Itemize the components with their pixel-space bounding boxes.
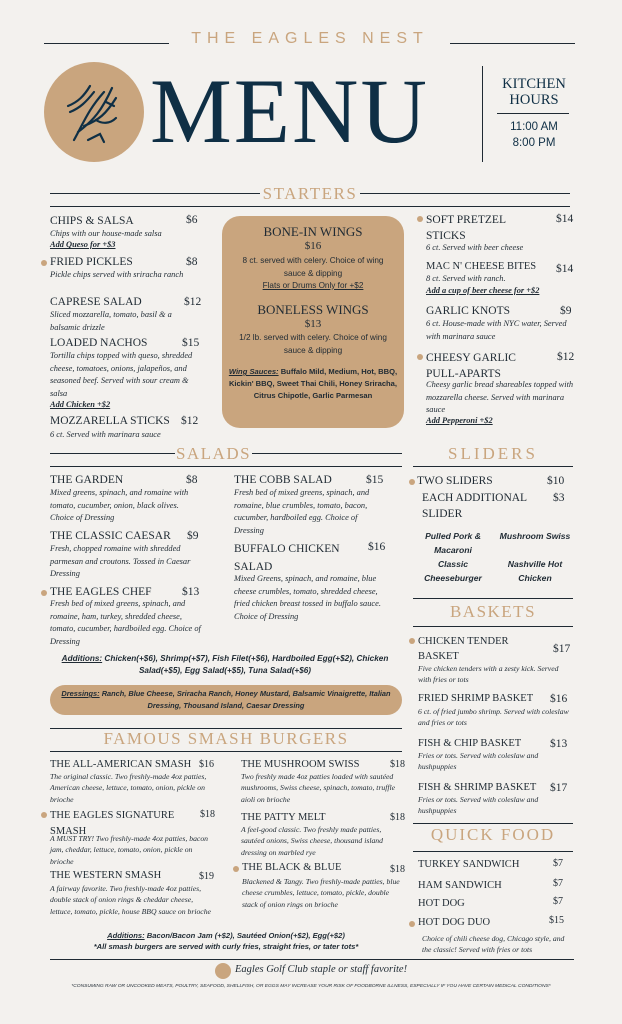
shrimp-desc: 6 ct. of fried jumbo shrimp. Served with coleslaw and fries or tots bbox=[418, 707, 569, 728]
slider-type-3: Classic Cheeseburger bbox=[424, 559, 482, 583]
legend-text: Eagles Golf Club staple or staff favorite! bbox=[235, 964, 408, 975]
fish-name: FISH & CHIP BASKET bbox=[418, 738, 522, 749]
favorite-dot-icon bbox=[233, 866, 239, 872]
turkey-name: TURKEY SANDWICH bbox=[418, 859, 520, 870]
favorite-dot-icon bbox=[41, 260, 47, 266]
slider-type-1: Pulled Pork & Macaroni bbox=[425, 531, 481, 555]
burger-additions-label: Additions: bbox=[107, 931, 145, 940]
turkey-price: $7 bbox=[553, 858, 563, 869]
eagle-icon bbox=[44, 62, 144, 162]
nachos-addon: Add Chicken +$2 bbox=[50, 400, 111, 409]
patty-desc: A feel-good classic. Two freshly made patties, sautéed onions, Swiss cheese, thousand island dressing on marbled rye bbox=[241, 825, 383, 857]
chef-price: $13 bbox=[182, 586, 200, 598]
dressings bbox=[56, 688, 396, 712]
caprese-price: $12 bbox=[184, 296, 202, 308]
allamerican-name: THE ALL-AMERICAN SMASH bbox=[50, 759, 192, 770]
mac-desc: 8 ct. Served with ranch. bbox=[426, 274, 506, 283]
blackblue-name: THE BLACK & BLUE bbox=[242, 862, 342, 873]
shrimp-price: $16 bbox=[550, 693, 568, 705]
mac-addon: Add a cup of beer cheese for +$2 bbox=[426, 286, 540, 295]
favorite-dot-icon bbox=[409, 638, 415, 644]
signature-desc: A MUST TRY! Two freshly-made 4oz patties, bacon jam, cheddar, lettuce, tomato, onion, pickle on brioche bbox=[50, 834, 209, 866]
western-price: $19 bbox=[199, 871, 214, 882]
mushroom-desc: Two freshly made 4oz patties loaded with sautéed mushrooms, Swiss cheese, spinach, tomato, truffle aioli on brioche bbox=[241, 772, 396, 804]
hotdog-name: HOT DOG bbox=[418, 898, 465, 909]
pickles-desc: Pickle chips served with sriracha ranch bbox=[50, 270, 184, 279]
burgers-heading: FAMOUS SMASH BURGERS bbox=[103, 729, 349, 748]
two-sliders-price: $10 bbox=[547, 475, 565, 487]
chef-desc: Fresh bed of mixed greens, spinach, and romaine, ham, turkey, shredded cheese, tomato, cucumber, hardboiled egg. Choice of Dressing bbox=[50, 599, 201, 646]
mushroom-price: $18 bbox=[390, 759, 405, 770]
blackblue-desc: Blackened & Tangy. Two freshly-made patties, blue cheese crumbles, lettuce, tomato, pickle, double stack of onion rings on brioche bbox=[242, 877, 400, 909]
chips-desc: Chips with our house-made salsa bbox=[50, 229, 162, 238]
restaurant-name: THE EAGLES NEST bbox=[191, 30, 429, 47]
duo-name: HOT DOG DUO bbox=[418, 917, 491, 928]
mushroom-name: THE MUSHROOM SWISS bbox=[241, 759, 360, 770]
salad-additions-label: Additions: bbox=[61, 654, 103, 663]
favorite-dot-icon bbox=[417, 216, 423, 222]
duo-price: $15 bbox=[549, 915, 564, 926]
favorite-dot-icon bbox=[409, 479, 415, 485]
wing-sauces-label: Wing Sauces: bbox=[228, 367, 279, 376]
allamerican-price: $16 bbox=[199, 759, 214, 770]
caesar-price: $9 bbox=[187, 530, 199, 542]
nachos-name: LOADED NACHOS bbox=[50, 337, 148, 349]
salad-additions-list: Chicken(+$6), Shrimp(+$7), Fish Filet(+$6), Hardboiled Egg(+$2), Chicken Salad(+$5), Egg Salad(+$5), Tuna Salad(+$6) bbox=[104, 654, 389, 675]
chips-price: $6 bbox=[186, 214, 198, 226]
disclaimer: *CONSUMING RAW OR UNCOOKED MEATS, POULTRY, SEAFOOD, SHELLFISH, OR EGGS MAY INCREASE YOUR RISK OF FOODBORNE ILLNESS, ESPECIALLY IF YOU HAVE CERTAIN MEDICAL CONDITIONS* bbox=[71, 984, 551, 989]
wing-sauces-list: Buffalo Mild, Medium, Hot, BBQ, Kickin' BBQ, Sweet Thai Chili, Honey Sriracha, Citrus Chipotle, Garlic Parmesan bbox=[228, 367, 398, 400]
patty-name: THE PATTY MELT bbox=[241, 812, 326, 823]
hours-close: 8:00 PM bbox=[512, 137, 556, 149]
each-slider-price: $3 bbox=[553, 492, 565, 504]
hotdog-price: $7 bbox=[553, 896, 563, 907]
signature-price: $18 bbox=[200, 809, 215, 820]
favorite-dot-icon bbox=[417, 354, 423, 360]
boneless-price: $13 bbox=[304, 318, 322, 330]
pullapart-desc: Cheesy garlic bread shareables topped with mozzarella cheese. Served with marinara sauce bbox=[426, 380, 574, 415]
mac-name: MAC N' CHEESE BITES bbox=[426, 261, 537, 272]
hours-label: KITCHEN HOURS bbox=[502, 76, 566, 108]
allamerican-desc: The original classic. Two freshly-made 4oz patties, American cheese, lettuce, tomato, onion, pickle on brioche bbox=[50, 772, 207, 804]
cobb-desc: Fresh bed of mixed greens, spinach, and romaine, blue crumbles, tomato, bacon, cucumber, hardboiled egg. Choice of Dressing bbox=[234, 488, 370, 535]
salads-heading: SALADS bbox=[175, 444, 252, 463]
dressings-list: Ranch, Blue Cheese, Sriracha Ranch, Honey Mustard, Balsamic Vinaigrette, Italian Dressing, Thousand Island, Caesar Dressing bbox=[101, 689, 391, 710]
chips-addon: Add Queso for +$3 bbox=[50, 240, 116, 249]
wings-price: $16 bbox=[304, 240, 322, 252]
fishshrimp-name: FISH & SHRIMP BASKET bbox=[418, 782, 537, 793]
dressings-label: Dressings: bbox=[61, 689, 100, 698]
pickles-name: FRIED PICKLES bbox=[50, 256, 133, 268]
starters-heading: STARTERS bbox=[262, 184, 358, 203]
cobb-name: THE COBB SALAD bbox=[234, 474, 332, 486]
fishshrimp-desc: Fries or tots. Served with coleslaw and hushpuppies bbox=[418, 795, 539, 816]
wings-name: BONE-IN WINGS bbox=[263, 224, 363, 239]
knots-name: GARLIC KNOTS bbox=[426, 305, 511, 317]
nachos-desc: Tortilla chips topped with queso, shredded cheese, tomatoes, onions, jalapeños, and seasoned beef. Served with sour cream & salsa bbox=[50, 351, 193, 398]
sliders-heading: SLIDERS bbox=[448, 444, 538, 463]
western-name: THE WESTERN SMASH bbox=[50, 870, 162, 881]
western-desc: A fairway favorite. Two freshly-made 4oz patties, double stack of onion rings & cheddar cheese, lettuce, tomato, pickle, house BBQ sauce on brioche bbox=[50, 884, 211, 916]
shrimp-name: FRIED SHRIMP BASKET bbox=[418, 693, 534, 704]
knots-desc: 6 ct. House-made with NYC water, Served with marinara sauce bbox=[426, 319, 567, 341]
slider-type-2: Mushroom Swiss bbox=[499, 531, 571, 541]
menu-title: MENU bbox=[150, 60, 429, 162]
garden-desc: Mixed greens, spinach, and romaine with tomato, cucumber, onion, black olives. Choice of Dressing bbox=[50, 488, 189, 523]
buffalo-price: $16 bbox=[368, 541, 386, 553]
pretzel-name: SOFT PRETZEL STICKS bbox=[426, 214, 506, 242]
fish-desc: Fries or tots. Served with coleslaw and hushpuppies bbox=[418, 751, 539, 772]
quick-heading: QUICK FOOD bbox=[430, 825, 556, 844]
burger-additions-list: Bacon/Bacon Jam (+$2), Sautéed Onion(+$2), Egg(+$2) bbox=[146, 931, 345, 940]
baskets-heading: BASKETS bbox=[449, 602, 537, 621]
mozz-desc: 6 ct. Served with marinara sauce bbox=[50, 430, 161, 439]
favorite-dot-icon bbox=[41, 590, 47, 596]
caesar-name: THE CLASSIC CAESAR bbox=[50, 530, 171, 542]
pretzel-price: $14 bbox=[556, 213, 574, 225]
wings-addon: Flats or Drums Only for +$2 bbox=[262, 281, 364, 290]
caesar-desc: Fresh, chopped romaine with shredded parmesan and croutons. Tossed in Caesar Dressing bbox=[50, 544, 191, 579]
burger-additions bbox=[50, 930, 402, 952]
patty-price: $18 bbox=[390, 812, 405, 823]
hours-open: 11:00 AM bbox=[510, 121, 558, 133]
buffalo-name: BUFFALO CHICKEN SALAD bbox=[234, 543, 340, 573]
each-slider-name: EACH ADDITIONAL SLIDER bbox=[422, 492, 527, 520]
pickles-price: $8 bbox=[186, 256, 198, 268]
chef-name: THE EAGLES CHEF bbox=[50, 586, 152, 598]
blackblue-price: $18 bbox=[390, 864, 405, 875]
eagle-logo bbox=[44, 62, 144, 162]
boneless-name: BONELESS WINGS bbox=[257, 302, 369, 317]
pretzel-desc: 6 ct. Served with beer cheese bbox=[426, 243, 524, 252]
tender-price: $17 bbox=[553, 643, 571, 655]
mozz-name: MOZZARELLA STICKS bbox=[50, 415, 170, 427]
tender-name: CHICKEN TENDER BASKET bbox=[418, 636, 509, 662]
ham-name: HAM SANDWICH bbox=[418, 880, 502, 891]
duo-desc: Choice of chili cheese dog, Chicago style, and the classic! Served with fries or tots bbox=[422, 934, 565, 955]
pullapart-price: $12 bbox=[557, 351, 575, 363]
nachos-price: $15 bbox=[182, 337, 200, 349]
favorite-dot-icon bbox=[41, 812, 47, 818]
pullapart-addon: Add Pepperoni +$2 bbox=[426, 416, 493, 425]
mac-price: $14 bbox=[556, 263, 574, 275]
buffalo-desc: Mixed Greens, spinach, and romaine, blue cheese crumbles, tomato, shredded cheese, fried chicken breast tossed in buffalo sauce. Choice of Dressing bbox=[234, 574, 381, 621]
caprese-name: CAPRESE SALAD bbox=[50, 296, 142, 308]
cobb-price: $15 bbox=[366, 474, 384, 486]
fishshrimp-price: $17 bbox=[550, 782, 568, 794]
wing-sauces bbox=[228, 366, 398, 402]
two-sliders-name: TWO SLIDERS bbox=[417, 475, 493, 487]
fish-price: $13 bbox=[550, 738, 568, 750]
knots-price: $9 bbox=[560, 305, 572, 317]
boneless-desc: 1/2 lb. served with celery. Choice of wing sauce & dipping bbox=[239, 333, 387, 355]
favorite-dot-icon bbox=[215, 963, 231, 979]
caprese-desc: Sliced mozzarella, tomato, basil & a balsamic drizzle bbox=[50, 310, 172, 332]
salad-additions bbox=[60, 653, 390, 677]
mozz-price: $12 bbox=[181, 415, 199, 427]
favorite-dot-icon bbox=[409, 921, 415, 927]
garden-name: THE GARDEN bbox=[50, 474, 124, 486]
tender-desc: Five chicken tenders with a zesty kick. Served with fries or tots bbox=[418, 664, 559, 685]
slider-type-4: Nashville Hot Chicken bbox=[507, 559, 563, 583]
garden-price: $8 bbox=[186, 474, 198, 486]
ham-price: $7 bbox=[553, 878, 563, 889]
chips-name: CHIPS & SALSA bbox=[50, 215, 134, 227]
burger-note: *All smash burgers are served with curly fries, straight fries, or tater tots* bbox=[93, 942, 359, 951]
wings-desc: 8 ct. served with celery. Choice of wing sauce & dipping bbox=[242, 256, 384, 278]
pullapart-name: CHEESY GARLIC PULL-APARTS bbox=[426, 352, 516, 380]
signature-name: THE EAGLES SIGNATURE SMASH bbox=[50, 810, 175, 837]
